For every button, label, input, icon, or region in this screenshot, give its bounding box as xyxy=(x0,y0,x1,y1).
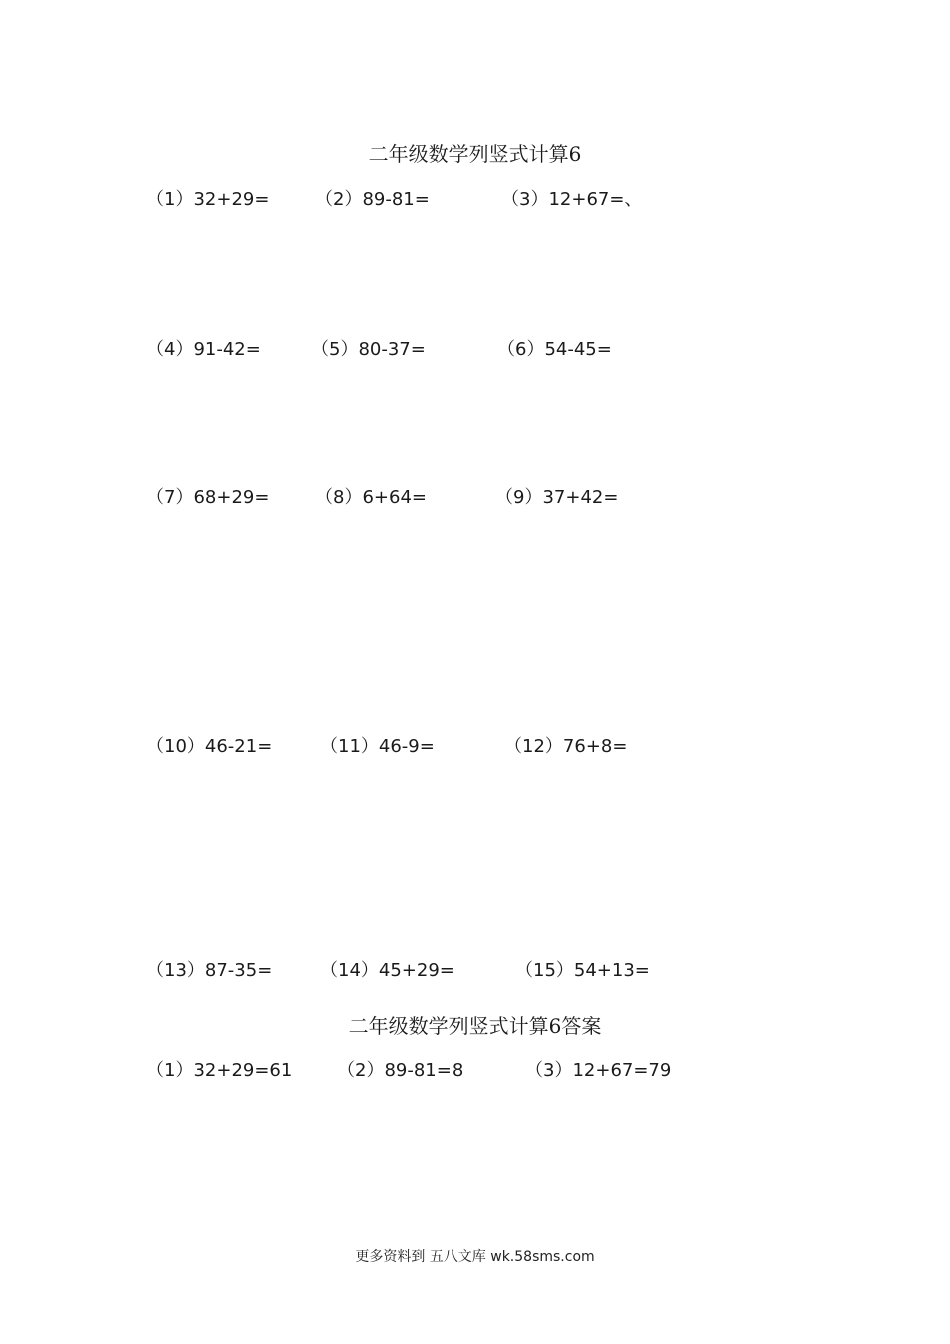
problem-4: （4）91-42= xyxy=(146,339,261,360)
problem-6: （6）54-45= xyxy=(497,339,612,360)
problem-10: （10）46-21= xyxy=(146,736,273,757)
problem-12: （12）76+8= xyxy=(504,736,628,757)
problem-8: （8）6+64= xyxy=(315,487,427,508)
problem-1: （1）32+29= xyxy=(146,189,270,210)
worksheet-title: 二年级数学列竖式计算6 xyxy=(368,142,582,166)
problem-11: （11）46-9= xyxy=(320,736,435,757)
problem-2: （2）89-81= xyxy=(315,189,430,210)
answer-1: （1）32+29=61 xyxy=(146,1060,293,1081)
problem-7: （7）68+29= xyxy=(146,487,270,508)
answers-title: 二年级数学列竖式计算6答案 xyxy=(348,1014,602,1038)
problem-13: （13）87-35= xyxy=(146,960,273,981)
problem-15: （15）54+13= xyxy=(515,960,650,981)
answer-2: （2）89-81=8 xyxy=(337,1060,464,1081)
footer-source-text: 更多资料到 五八文库 wk.58sms.com xyxy=(355,1249,595,1265)
problem-9: （9）37+42= xyxy=(495,487,619,508)
problem-3: （3）12+67=、 xyxy=(501,189,643,210)
answer-3: （3）12+67=79 xyxy=(525,1060,672,1081)
problem-5: （5）80-37= xyxy=(311,339,426,360)
problem-14: （14）45+29= xyxy=(320,960,455,981)
